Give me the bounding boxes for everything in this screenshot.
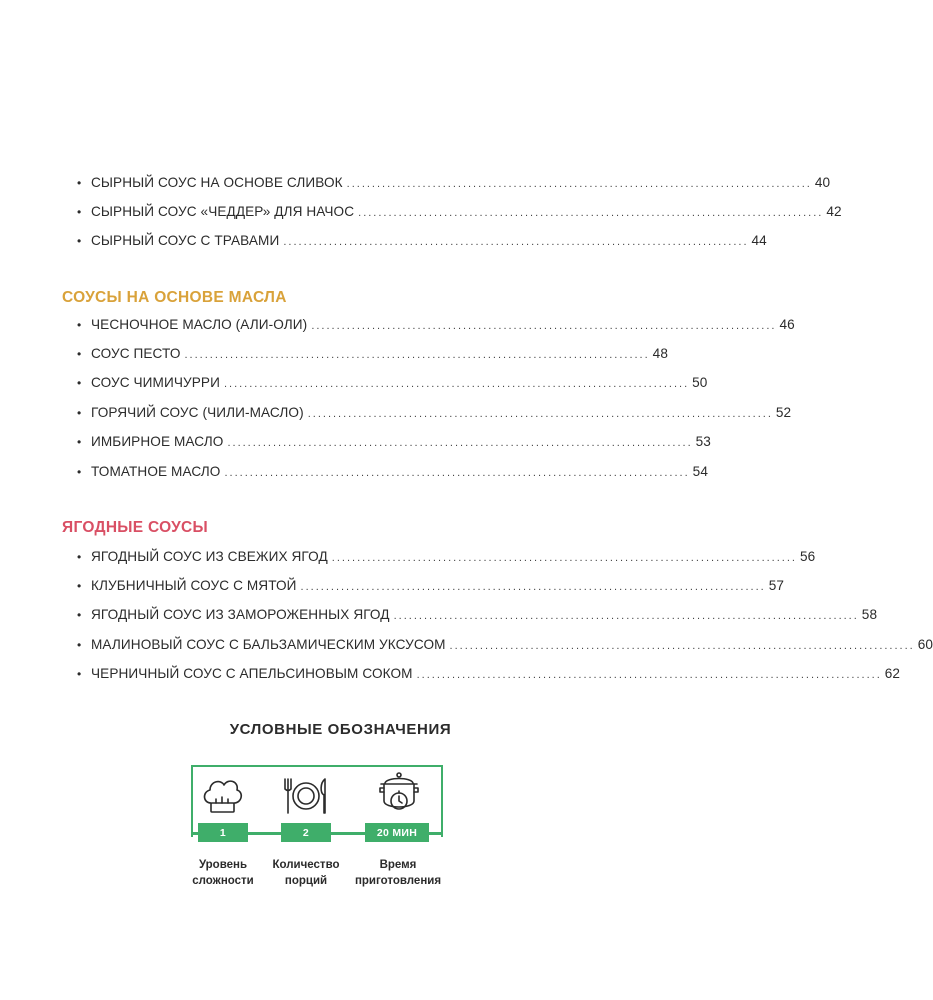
toc-entry-page: 60 bbox=[917, 637, 933, 652]
toc-entry[interactable] bbox=[77, 317, 795, 339]
toc-entry-title: ИМБИРНОЕ МАСЛО bbox=[91, 434, 224, 449]
toc-entry-page: 40 bbox=[814, 175, 831, 190]
cooking-pot-timer-icon bbox=[376, 771, 422, 819]
leader-dots: ............................................................................................ bbox=[224, 467, 690, 479]
leader-dots: ............................................................................................ bbox=[416, 669, 882, 681]
toc-entry[interactable] bbox=[77, 666, 901, 688]
plate-cutlery-icon bbox=[279, 773, 333, 819]
leader-dots: ............................................................................................ bbox=[358, 207, 824, 219]
toc-entry-title: ЧЕРНИЧНЫЙ СОУС С АПЕЛЬСИНОВЫМ СОКОМ bbox=[91, 666, 413, 681]
caption-line: сложности bbox=[192, 875, 254, 887]
bullet: • bbox=[77, 347, 82, 361]
toc-entry-page: 44 bbox=[751, 233, 767, 248]
toc-entry-page: 58 bbox=[861, 607, 878, 622]
toc-entry-title: СЫРНЫЙ СОУС НА ОСНОВЕ СЛИВОК bbox=[91, 175, 343, 190]
bullet: • bbox=[77, 550, 82, 564]
bullet: • bbox=[77, 638, 82, 652]
toc-entry[interactable] bbox=[77, 607, 878, 629]
cooking-time-badge: 20 МИН bbox=[365, 823, 429, 842]
toc-entry-title: СОУС ЧИМИЧУРРИ bbox=[91, 375, 220, 390]
leader-dots: ............................................................................................ bbox=[449, 640, 915, 652]
toc-entry-title: КЛУБНИЧНЫЙ СОУС С МЯТОЙ bbox=[91, 578, 297, 593]
toc-entry-title: СЫРНЫЙ СОУС С ТРАВАМИ bbox=[91, 233, 280, 248]
bullet: • bbox=[77, 406, 82, 420]
toc-entry[interactable] bbox=[77, 175, 831, 197]
leader-dots: ............................................................................................ bbox=[331, 552, 797, 564]
toc-entry-page: 42 bbox=[826, 204, 842, 219]
toc-entry-page: 50 bbox=[692, 375, 708, 390]
toc-entry-title: ЯГОДНЫЙ СОУС ИЗ СВЕЖИХ ЯГОД bbox=[91, 549, 328, 564]
toc-entry-title: СОУС ПЕСТО bbox=[91, 346, 181, 361]
leader-dots: ............................................................................................ bbox=[311, 320, 777, 332]
toc-entry[interactable] bbox=[77, 464, 708, 486]
toc-entry[interactable] bbox=[77, 375, 708, 397]
leader-dots: ............................................................................................ bbox=[300, 581, 766, 593]
bullet: • bbox=[77, 579, 82, 593]
toc-entry[interactable] bbox=[77, 434, 711, 456]
servings-badge: 2 bbox=[281, 823, 331, 842]
bullet: • bbox=[77, 176, 82, 190]
toc-entry[interactable] bbox=[77, 578, 785, 600]
toc-entry[interactable] bbox=[77, 346, 668, 368]
toc-entry-page: 53 bbox=[695, 434, 711, 449]
toc-entry-title: ГОРЯЧИЙ СОУС (ЧИЛИ-МАСЛО) bbox=[91, 405, 304, 420]
toc-entry-title: ЧЕСНОЧНОЕ МАСЛО (АЛИ-ОЛИ) bbox=[91, 317, 308, 332]
bullet: • bbox=[77, 465, 82, 479]
bullet: • bbox=[77, 318, 82, 332]
toc-entry-title: ТОМАТНОЕ МАСЛО bbox=[91, 464, 221, 479]
bullet: • bbox=[77, 205, 82, 219]
bullet: • bbox=[77, 234, 82, 248]
difficulty-badge: 1 bbox=[198, 823, 248, 842]
leader-dots: ............................................................................................ bbox=[283, 236, 749, 248]
legend-title: УСЛОВНЫЕ ОБОЗНАЧЕНИЯ bbox=[229, 721, 452, 738]
toc-entry[interactable] bbox=[77, 233, 767, 255]
toc-entry-title: МАЛИНОВЫЙ СОУС С БАЛЬЗАМИЧЕСКИМ УКСУСОМ bbox=[91, 637, 446, 652]
toc-entry-page: 54 bbox=[692, 464, 708, 479]
caption-line: Время bbox=[379, 859, 417, 871]
bullet: • bbox=[77, 435, 82, 449]
toc-entry-page: 52 bbox=[775, 405, 792, 420]
toc-entry[interactable] bbox=[77, 637, 933, 659]
section-heading-berry: ЯГОДНЫЕ СОУСЫ bbox=[62, 519, 209, 536]
caption-line: порций bbox=[284, 875, 328, 887]
section-heading-oil: СОУСЫ НА ОСНОВЕ МАСЛА bbox=[62, 289, 287, 306]
cooking-time-caption bbox=[348, 857, 448, 889]
servings-caption bbox=[251, 857, 361, 889]
toc-entry-page: 48 bbox=[652, 346, 668, 361]
leader-dots: ............................................................................................ bbox=[227, 437, 693, 449]
toc-entry-title: СЫРНЫЙ СОУС «ЧЕДДЕР» ДЛЯ НАЧОС bbox=[91, 204, 355, 219]
toc-entry-page: 56 bbox=[799, 549, 816, 564]
chef-hat-icon bbox=[199, 775, 245, 819]
toc-entry[interactable] bbox=[77, 204, 842, 226]
leader-dots: ............................................................................................ bbox=[223, 378, 690, 390]
leader-dots: ............................................................................................ bbox=[184, 349, 650, 361]
leader-dots: ............................................................................................ bbox=[307, 408, 773, 420]
bullet: • bbox=[77, 667, 82, 681]
toc-entry-page: 46 bbox=[779, 317, 795, 332]
bullet: • bbox=[77, 608, 82, 622]
toc-entry-page: 57 bbox=[768, 578, 785, 593]
toc-entry[interactable] bbox=[77, 405, 792, 427]
leader-dots: ............................................................................................ bbox=[346, 178, 812, 190]
caption-line: Количество bbox=[272, 859, 340, 871]
toc-entry-page: 62 bbox=[884, 666, 901, 681]
caption-line: Уровень bbox=[198, 859, 248, 871]
toc-entry[interactable] bbox=[77, 549, 816, 571]
toc-entry-title: ЯГОДНЫЙ СОУС ИЗ ЗАМОРОЖЕННЫХ ЯГОД bbox=[91, 607, 390, 622]
bullet: • bbox=[77, 376, 82, 390]
leader-dots: ............................................................................................ bbox=[393, 610, 859, 622]
caption-line: приготовления bbox=[354, 875, 442, 887]
